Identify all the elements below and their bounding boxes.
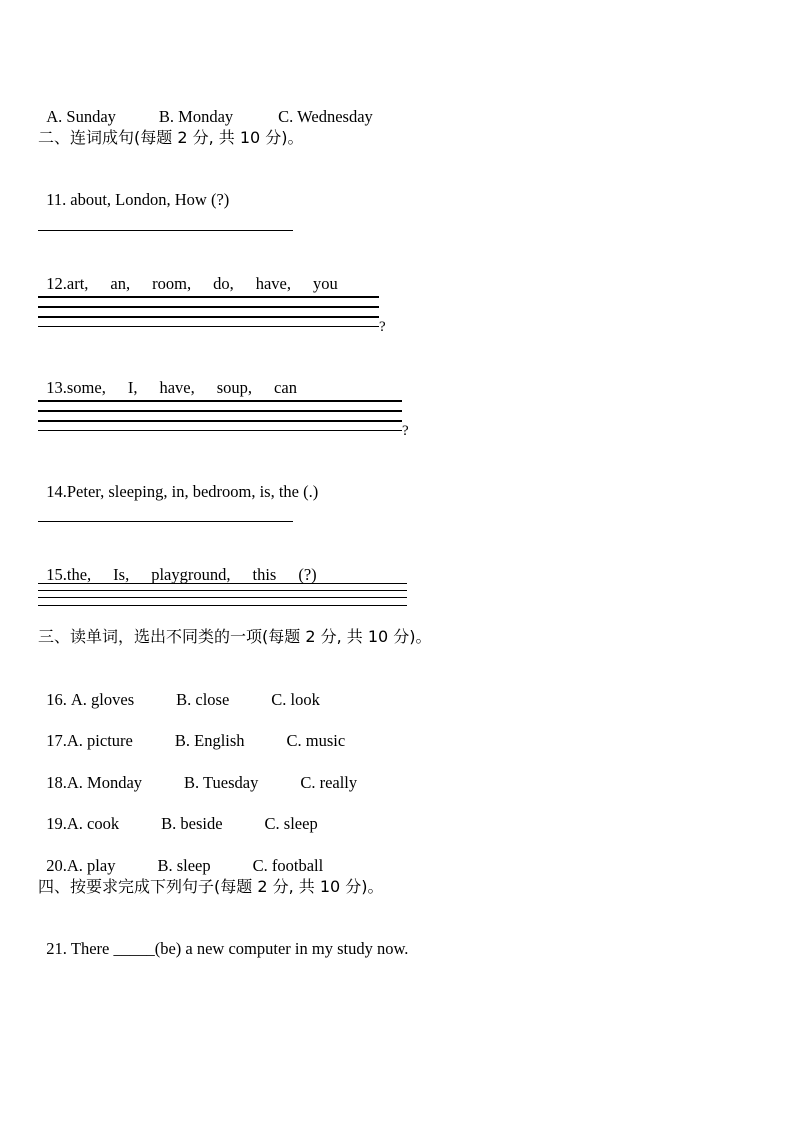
question-number: 20. <box>46 856 67 875</box>
word: this <box>252 565 277 584</box>
question-number: 15. <box>46 565 67 584</box>
option-b: B. sleep <box>157 856 211 875</box>
option-b: B. Monday <box>158 107 234 126</box>
question-mark-13: ? <box>402 423 409 439</box>
word: an, <box>110 274 131 293</box>
option-a: A. picture <box>66 731 133 750</box>
option-b: B. Tuesday <box>184 773 259 792</box>
option-b: B. close <box>176 690 230 709</box>
question-number: 13. <box>46 378 67 397</box>
question-11 <box>38 170 229 210</box>
question-number: 12. <box>46 274 67 293</box>
word: the, <box>66 565 92 584</box>
answer-line-13a[interactable] <box>38 400 402 402</box>
word: I, <box>127 378 138 397</box>
answer-line-11[interactable] <box>38 230 293 231</box>
word: you <box>312 274 338 293</box>
option-c: C. look <box>271 690 320 709</box>
option-a: A. cook <box>66 814 120 833</box>
answer-line-15a[interactable] <box>38 583 407 584</box>
option-a: A. play <box>66 856 116 875</box>
word: Is, <box>113 565 130 584</box>
question-number: 19. <box>46 814 67 833</box>
prev-question-options <box>38 87 373 127</box>
answer-line-12b[interactable] <box>38 306 379 308</box>
word: have, <box>255 274 291 293</box>
answer-line-12a[interactable] <box>38 296 379 298</box>
answer-line-13b[interactable] <box>38 410 402 412</box>
answer-line-13c[interactable] <box>38 420 402 422</box>
question-15 <box>38 545 317 585</box>
section2-title: 二、连词成句(每题 2 分, 共 10 分)。 <box>38 128 304 147</box>
question-13 <box>38 358 297 398</box>
option-c: C. really <box>300 773 358 792</box>
question-16 <box>38 670 320 710</box>
question-number: 16. <box>46 690 67 709</box>
answer-line-15c[interactable] <box>38 597 407 598</box>
question-12 <box>38 254 338 294</box>
answer-line-14[interactable] <box>38 521 293 522</box>
question-20 <box>38 836 323 876</box>
word: do, <box>213 274 234 293</box>
question-words: about, London, How (?) <box>70 190 230 209</box>
word: room, <box>152 274 192 293</box>
option-b: B. English <box>174 731 245 750</box>
question-text: There _____(be) a new computer in my study now. <box>70 939 409 958</box>
option-a: A. Sunday <box>46 107 116 126</box>
word: (?) <box>298 565 317 584</box>
question-number: 18. <box>46 773 67 792</box>
question-18 <box>38 753 357 793</box>
option-c: C. music <box>286 731 346 750</box>
answer-line-13d[interactable] <box>38 430 402 431</box>
option-c: C. Wednesday <box>278 107 373 126</box>
answer-line-15b[interactable] <box>38 590 407 591</box>
question-number: 11. <box>46 190 67 209</box>
option-c: C. sleep <box>264 814 318 833</box>
question-19 <box>38 794 318 834</box>
word: can <box>274 378 297 397</box>
question-words: Peter, sleeping, in, bedroom, is, the (.) <box>66 482 319 501</box>
option-c: C. football <box>252 856 324 875</box>
answer-line-15d[interactable] <box>38 605 407 606</box>
section4-title: 四、按要求完成下列句子(每题 2 分, 共 10 分)。 <box>38 877 384 896</box>
question-14 <box>38 462 318 502</box>
word: art, <box>66 274 89 293</box>
question-21 <box>38 919 408 959</box>
word: soup, <box>216 378 253 397</box>
question-number: 14. <box>46 482 67 501</box>
question-17 <box>38 711 345 751</box>
word: playground, <box>151 565 231 584</box>
option-a: A. gloves <box>70 690 135 709</box>
word: have, <box>159 378 195 397</box>
question-number: 21. <box>46 939 67 958</box>
question-mark-12: ? <box>379 319 386 335</box>
option-a: A. Monday <box>66 773 143 792</box>
answer-line-12d[interactable] <box>38 326 379 327</box>
section3-title: 三、读单词，选出不同类的一项(每题 2 分, 共 10 分)。 <box>38 627 432 646</box>
word: some, <box>66 378 106 397</box>
option-b: B. beside <box>161 814 223 833</box>
question-number: 17. <box>46 731 67 750</box>
answer-line-12c[interactable] <box>38 316 379 318</box>
